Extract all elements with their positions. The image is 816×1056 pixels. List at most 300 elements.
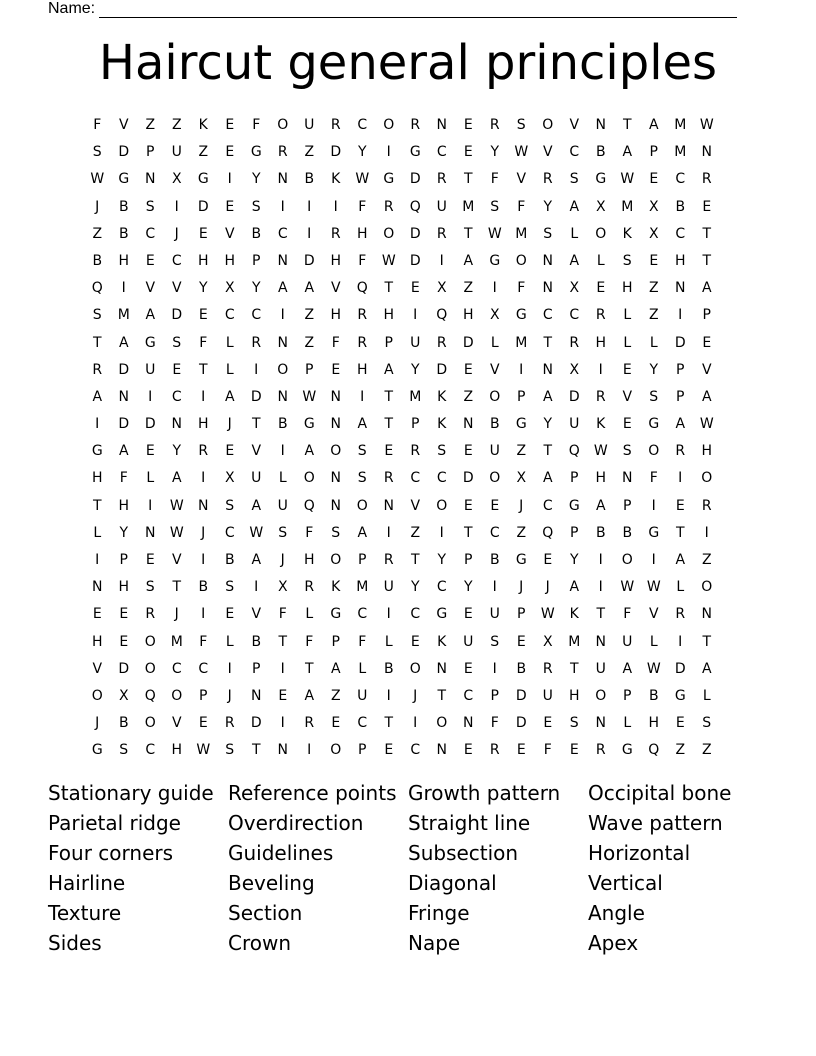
- grid-letter: J: [545, 579, 550, 596]
- grid-letter: W: [381, 252, 396, 269]
- grid-letter: V: [92, 660, 103, 677]
- grid-letter: U: [489, 443, 500, 460]
- grid-letter: O: [356, 497, 368, 514]
- grid-letter: D: [250, 388, 262, 405]
- grid-letter: I: [678, 307, 683, 324]
- grid-letter: D: [568, 388, 580, 405]
- grid-letter: R: [675, 606, 686, 623]
- grid-letter: H: [621, 280, 633, 297]
- grid-letter: S: [702, 715, 712, 732]
- grid-letter: Y: [649, 361, 659, 378]
- grid-letter: X: [118, 687, 129, 704]
- grid-letter: M: [409, 388, 422, 405]
- grid-letter: C: [410, 470, 421, 487]
- grid-letter: T: [569, 660, 579, 677]
- grid-letter: E: [225, 117, 235, 133]
- grid-letter: G: [515, 307, 527, 324]
- grid-letter: A: [648, 117, 659, 133]
- grid-letter: N: [277, 171, 288, 188]
- grid-letter: D: [409, 225, 421, 242]
- grid-letter: T: [251, 416, 261, 433]
- grid-letter: S: [225, 579, 235, 596]
- grid-letter: N: [542, 280, 553, 297]
- grid-letter: S: [119, 742, 129, 759]
- grid-letter: K: [437, 416, 447, 433]
- grid-letter: G: [568, 497, 580, 514]
- grid-letter: I: [492, 660, 497, 677]
- grid-letter: P: [517, 606, 526, 623]
- grid-letter: R: [542, 171, 553, 188]
- grid-letter: U: [357, 687, 368, 704]
- grid-letter: S: [622, 443, 632, 460]
- grid-letter: E: [331, 361, 341, 378]
- grid-letter: I: [95, 416, 100, 433]
- grid-letter: F: [358, 633, 367, 650]
- grid-letter: C: [224, 307, 235, 324]
- grid-letter: D: [462, 470, 474, 487]
- grid-letter: Z: [92, 225, 103, 242]
- name-underline[interactable]: [99, 3, 737, 18]
- grid-letter: E: [490, 497, 500, 514]
- grid-letter: T: [92, 334, 102, 351]
- grid-letter: M: [621, 198, 634, 215]
- grid-letter: E: [463, 497, 473, 514]
- grid-letter: T: [384, 388, 394, 405]
- grid-letter: C: [198, 660, 209, 677]
- grid-letter: F: [490, 715, 499, 732]
- grid-letter: N: [595, 117, 606, 133]
- grid-letter: E: [225, 144, 235, 161]
- grid-letter: E: [225, 198, 235, 215]
- grid-letter: N: [675, 280, 686, 297]
- grid-letter: X: [277, 579, 288, 596]
- grid-letter: G: [144, 334, 156, 351]
- grid-row: [84, 710, 720, 737]
- grid-letter: A: [92, 388, 103, 405]
- grid-letter: L: [623, 307, 632, 324]
- grid-letter: S: [331, 524, 341, 541]
- grid-letter: E: [463, 144, 473, 161]
- grid-letter: T: [384, 416, 394, 433]
- grid-letter: J: [519, 579, 524, 596]
- grid-letter: X: [516, 470, 527, 487]
- grid-row: [84, 194, 720, 221]
- grid-letter: S: [357, 470, 367, 487]
- page-title: Haircut general principles: [98, 35, 718, 91]
- grid-letter: I: [598, 361, 603, 378]
- word-list-item: Occipital bone: [588, 781, 732, 805]
- grid-letter: Z: [145, 117, 156, 133]
- grid-letter: P: [676, 361, 685, 378]
- grid-letter: H: [674, 252, 686, 269]
- grid-letter: O: [383, 225, 395, 242]
- grid-letter: W: [540, 606, 555, 623]
- grid-letter: H: [356, 225, 368, 242]
- grid-letter: S: [92, 307, 102, 324]
- grid-letter: N: [277, 252, 288, 269]
- grid-letter: N: [251, 687, 262, 704]
- grid-letter: N: [622, 470, 633, 487]
- grid-letter: L: [358, 660, 367, 677]
- grid-letter: S: [490, 633, 500, 650]
- grid-letter: N: [330, 416, 341, 433]
- grid-letter: G: [383, 171, 395, 188]
- grid-letter: E: [675, 497, 685, 514]
- grid-letter: I: [386, 144, 391, 161]
- grid-letter: G: [674, 687, 686, 704]
- grid-letter: O: [91, 687, 103, 704]
- grid-letter: V: [701, 361, 712, 378]
- grid-letter: M: [462, 198, 475, 215]
- grid-letter: T: [384, 715, 394, 732]
- grid-letter: M: [674, 117, 687, 133]
- grid-letter: O: [515, 252, 527, 269]
- grid-letter: H: [171, 742, 183, 759]
- grid-letter: A: [542, 470, 553, 487]
- grid-letter: E: [145, 443, 155, 460]
- grid-letter: W: [646, 579, 661, 596]
- grid-letter: H: [224, 252, 236, 269]
- grid-letter: P: [517, 388, 526, 405]
- grid-letter: P: [146, 144, 155, 161]
- grid-letter: R: [330, 117, 341, 133]
- grid-letter: S: [569, 715, 579, 732]
- grid-letter: V: [410, 497, 421, 514]
- grid-letter: E: [543, 715, 553, 732]
- grid-letter: H: [595, 334, 607, 351]
- grid-letter: S: [543, 225, 553, 242]
- grid-letter: P: [464, 552, 473, 568]
- grid-letter: N: [330, 388, 341, 405]
- grid-letter: Y: [569, 552, 579, 568]
- grid-letter: L: [146, 470, 155, 487]
- grid-letter: B: [516, 660, 527, 677]
- grid-row: [84, 465, 720, 492]
- grid-letter: S: [278, 524, 288, 541]
- grid-letter: N: [701, 606, 712, 623]
- grid-letter: V: [516, 171, 527, 188]
- grid-letter: Q: [144, 687, 156, 704]
- grid-letter: W: [646, 660, 661, 677]
- grid-letter: A: [383, 361, 394, 378]
- grid-letter: V: [330, 280, 341, 297]
- grid-letter: R: [357, 334, 368, 351]
- grid-letter: A: [622, 144, 633, 161]
- grid-letter: G: [250, 144, 262, 161]
- grid-letter: B: [118, 715, 129, 732]
- grid-letter: N: [542, 361, 553, 378]
- grid-letter: L: [649, 633, 658, 650]
- grid-letter: R: [436, 334, 447, 351]
- grid-letter: H: [303, 552, 315, 568]
- grid-letter: Y: [198, 280, 208, 297]
- grid-letter: C: [145, 225, 156, 242]
- grid-letter: P: [623, 497, 632, 514]
- grid-letter: E: [145, 252, 155, 269]
- grid-letter: V: [224, 225, 235, 242]
- grid-letter: E: [145, 552, 155, 568]
- grid-letter: R: [383, 552, 394, 568]
- grid-letter: S: [172, 334, 182, 351]
- grid-letter: Q: [409, 198, 421, 215]
- grid-letter: A: [622, 660, 633, 677]
- word-list-item: Horizontal: [588, 841, 691, 865]
- grid-letter: V: [251, 443, 262, 460]
- grid-letter: C: [675, 225, 686, 242]
- grid-letter: A: [675, 416, 686, 433]
- grid-letter: A: [463, 252, 474, 269]
- grid-letter: X: [436, 280, 447, 297]
- grid-letter: A: [542, 388, 553, 405]
- grid-letter: J: [227, 687, 232, 704]
- grid-letter: I: [307, 225, 312, 242]
- grid-letter: E: [463, 361, 473, 378]
- grid-letter: G: [595, 171, 607, 188]
- grid-letter: F: [358, 252, 367, 269]
- grid-letter: D: [303, 252, 315, 269]
- grid-letter: O: [489, 470, 501, 487]
- grid-letter: I: [280, 660, 285, 677]
- grid-letter: G: [648, 524, 660, 541]
- grid-letter: I: [386, 524, 391, 541]
- grid-letter: X: [648, 225, 659, 242]
- grid-letter: R: [304, 715, 315, 732]
- grid-letter: I: [360, 388, 365, 405]
- grid-letter: C: [489, 524, 500, 541]
- grid-letter: W: [699, 117, 714, 133]
- word-list-item: Growth pattern: [408, 781, 561, 805]
- grid-letter: H: [462, 307, 474, 324]
- grid-letter: A: [569, 198, 580, 215]
- grid-letter: I: [227, 171, 232, 188]
- grid-letter: P: [702, 307, 711, 324]
- grid-letter: I: [413, 307, 418, 324]
- grid-letter: I: [95, 552, 100, 568]
- grid-letter: U: [145, 361, 156, 378]
- word-list-item: Reference points: [228, 781, 397, 805]
- grid-letter: D: [436, 361, 448, 378]
- grid-letter: H: [383, 307, 395, 324]
- grid-letter: Q: [436, 307, 448, 324]
- grid-letter: H: [118, 579, 130, 596]
- grid-letter: G: [91, 443, 103, 460]
- grid-row: [84, 601, 720, 628]
- word-list: [48, 778, 788, 958]
- grid-letter: A: [277, 280, 288, 297]
- grid-letter: I: [651, 497, 656, 514]
- grid-letter: I: [201, 552, 206, 568]
- grid-letter: R: [701, 171, 712, 188]
- grid-row: [84, 112, 720, 139]
- grid-letter: O: [144, 660, 156, 677]
- grid-letter: D: [674, 660, 686, 677]
- grid-letter: G: [621, 742, 633, 759]
- grid-letter: R: [489, 117, 500, 133]
- grid-letter: L: [278, 470, 287, 487]
- grid-letter: U: [277, 497, 288, 514]
- grid-letter: A: [595, 497, 606, 514]
- grid-row: [84, 737, 720, 764]
- grid-letter: Q: [91, 280, 103, 297]
- grid-letter: U: [383, 579, 394, 596]
- grid-letter: A: [251, 552, 262, 568]
- grid-letter: F: [358, 198, 367, 215]
- grid-letter: E: [463, 606, 473, 623]
- grid-letter: R: [436, 171, 447, 188]
- grid-letter: B: [595, 524, 606, 541]
- grid-letter: T: [198, 361, 208, 378]
- grid-letter: Y: [543, 198, 553, 215]
- word-list-item: Guidelines: [228, 841, 334, 865]
- grid-letter: O: [277, 361, 289, 378]
- grid-letter: L: [623, 715, 632, 732]
- grid-letter: E: [92, 606, 102, 623]
- grid-letter: K: [596, 416, 606, 433]
- grid-letter: P: [570, 470, 579, 487]
- grid-letter: C: [357, 606, 368, 623]
- grid-letter: T: [596, 606, 606, 623]
- grid-letter: A: [675, 552, 686, 568]
- grid-letter: F: [331, 334, 340, 351]
- word-list-item: Diagonal: [408, 871, 497, 895]
- grid-letter: U: [171, 144, 182, 161]
- grid-letter: P: [119, 552, 128, 568]
- grid-letter: E: [119, 633, 129, 650]
- grid-letter: W: [620, 171, 635, 188]
- grid-letter: C: [542, 497, 553, 514]
- grid-letter: B: [251, 633, 262, 650]
- grid-letter: A: [701, 660, 712, 677]
- grid-letter: E: [543, 552, 553, 568]
- grid-letter: E: [410, 633, 420, 650]
- grid-letter: M: [568, 633, 581, 650]
- grid-letter: O: [436, 715, 448, 732]
- grid-letter: G: [515, 416, 527, 433]
- grid-letter: P: [411, 416, 420, 433]
- grid-letter: T: [463, 225, 473, 242]
- grid-row: [84, 411, 720, 438]
- grid-letter: O: [144, 715, 156, 732]
- grid-letter: N: [92, 579, 103, 596]
- grid-letter: C: [542, 307, 553, 324]
- grid-letter: T: [304, 660, 314, 677]
- grid-letter: I: [254, 361, 259, 378]
- grid-letter: J: [519, 497, 524, 514]
- grid-letter: O: [542, 117, 554, 133]
- grid-letter: S: [622, 252, 632, 269]
- grid-letter: H: [91, 470, 103, 487]
- grid-letter: C: [224, 524, 235, 541]
- grid-letter: L: [384, 633, 393, 650]
- grid-letter: A: [118, 443, 129, 460]
- grid-letter: Q: [356, 280, 368, 297]
- grid-letter: V: [145, 280, 156, 297]
- grid-letter: R: [489, 742, 500, 759]
- grid-row: [84, 629, 720, 656]
- grid-letter: W: [514, 144, 529, 161]
- grid-letter: R: [595, 307, 606, 324]
- grid-letter: I: [598, 552, 603, 568]
- word-list-item: Wave pattern: [588, 811, 723, 835]
- grid-letter: N: [171, 416, 182, 433]
- grid-letter: F: [543, 742, 552, 759]
- grid-letter: Z: [304, 307, 315, 324]
- grid-letter: R: [277, 144, 288, 161]
- word-list-item: Subsection: [408, 841, 519, 865]
- grid-letter: P: [199, 687, 208, 704]
- grid-letter: V: [569, 117, 580, 133]
- grid-letter: B: [595, 144, 606, 161]
- grid-letter: I: [519, 361, 524, 378]
- grid-letter: D: [409, 171, 421, 188]
- grid-letter: I: [678, 470, 683, 487]
- grid-letter: J: [95, 198, 100, 215]
- grid-letter: K: [622, 225, 632, 242]
- grid-letter: J: [201, 524, 206, 541]
- grid-letter: E: [198, 715, 208, 732]
- grid-letter: Z: [463, 388, 474, 405]
- word-list-item: Texture: [48, 901, 122, 925]
- grid-letter: W: [487, 225, 502, 242]
- grid-letter: J: [95, 715, 100, 732]
- word-list-item: Crown: [228, 931, 292, 955]
- grid-letter: N: [542, 252, 553, 269]
- grid-letter: T: [384, 280, 394, 297]
- grid-letter: R: [357, 307, 368, 324]
- grid-letter: R: [251, 334, 262, 351]
- grid-letter: G: [409, 144, 421, 161]
- grid-letter: O: [171, 687, 183, 704]
- grid-letter: X: [224, 470, 235, 487]
- grid-letter: B: [277, 416, 288, 433]
- grid-letter: Y: [119, 524, 129, 541]
- grid-letter: I: [280, 443, 285, 460]
- grid-letter: W: [302, 388, 317, 405]
- grid-row: [84, 547, 720, 574]
- grid-letter: D: [409, 252, 421, 269]
- grid-letter: E: [569, 742, 579, 759]
- grid-letter: H: [118, 497, 130, 514]
- grid-letter: I: [651, 552, 656, 568]
- word-list-item: Overdirection: [228, 811, 364, 835]
- grid-letter: Y: [543, 416, 553, 433]
- grid-letter: F: [93, 117, 102, 133]
- grid-letter: V: [171, 552, 182, 568]
- grid-letter: F: [305, 524, 314, 541]
- grid-letter: Q: [568, 443, 580, 460]
- grid-letter: P: [331, 633, 340, 650]
- grid-letter: D: [118, 416, 130, 433]
- grid-letter: Q: [303, 497, 315, 514]
- grid-letter: N: [595, 633, 606, 650]
- grid-letter: E: [596, 280, 606, 297]
- grid-letter: T: [278, 633, 288, 650]
- grid-row: [84, 357, 720, 384]
- grid-letter: S: [357, 443, 367, 460]
- grid-letter: N: [145, 524, 156, 541]
- grid-letter: L: [490, 334, 499, 351]
- grid-letter: G: [118, 171, 130, 188]
- grid-letter: C: [277, 225, 288, 242]
- grid-letter: I: [307, 198, 312, 215]
- name-field[interactable]: [48, 0, 737, 18]
- grid-letter: P: [490, 687, 499, 704]
- grid-letter: A: [569, 252, 580, 269]
- grid-letter: W: [169, 524, 184, 541]
- grid-letter: Z: [675, 742, 686, 759]
- grid-letter: Z: [648, 280, 659, 297]
- grid-letter: V: [648, 606, 659, 623]
